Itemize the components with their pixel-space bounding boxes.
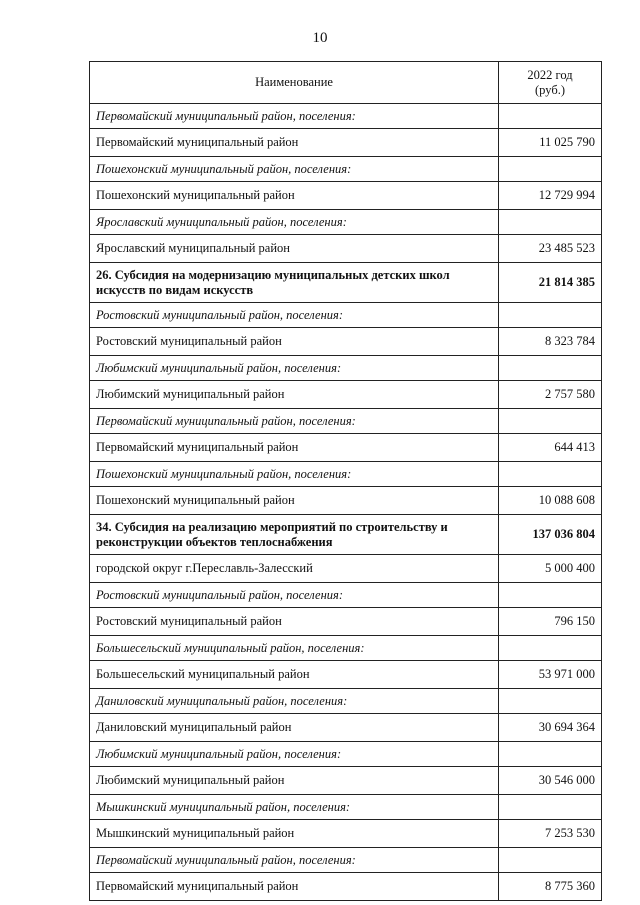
row-amount: 12 729 994 [499, 182, 602, 210]
row-name: Первомайский муниципальный район, поселения: [90, 409, 499, 434]
budget-table [89, 61, 602, 901]
table-row [90, 356, 602, 381]
table-row [90, 129, 602, 157]
row-amount [499, 689, 602, 714]
row-amount [499, 848, 602, 873]
table-row [90, 873, 602, 901]
table-row [90, 583, 602, 608]
row-name: городской округ г.Переславль-Залесский [90, 555, 499, 583]
row-amount [499, 104, 602, 129]
table-row [90, 235, 602, 263]
row-name: Большесельский муниципальный район, поселения: [90, 636, 499, 661]
row-amount: 23 485 523 [499, 235, 602, 263]
header-amount-unit: (руб.) [535, 82, 565, 97]
table-row [90, 555, 602, 583]
row-amount: 137 036 804 [499, 515, 602, 555]
table-row [90, 462, 602, 487]
row-amount: 10 088 608 [499, 487, 602, 515]
row-name: Первомайский муниципальный район [90, 129, 499, 157]
row-amount: 2 757 580 [499, 381, 602, 409]
row-name: Любимский муниципальный район, поселения: [90, 742, 499, 767]
table-body [90, 104, 602, 901]
row-name: Первомайский муниципальный район [90, 434, 499, 462]
table-row [90, 767, 602, 795]
table-row [90, 303, 602, 328]
row-amount: 7 253 530 [499, 820, 602, 848]
row-amount: 30 546 000 [499, 767, 602, 795]
row-amount [499, 356, 602, 381]
row-amount [499, 409, 602, 434]
row-name: Пошехонский муниципальный район [90, 487, 499, 515]
table-row [90, 742, 602, 767]
table-row [90, 714, 602, 742]
row-amount [499, 583, 602, 608]
table-row [90, 608, 602, 636]
table-row [90, 820, 602, 848]
table-row [90, 104, 602, 129]
row-name: Ростовский муниципальный район, поселения: [90, 303, 499, 328]
table-row [90, 487, 602, 515]
row-amount [499, 742, 602, 767]
row-name: Даниловский муниципальный район, поселения: [90, 689, 499, 714]
row-name: Любимский муниципальный район [90, 381, 499, 409]
table-row [90, 381, 602, 409]
row-amount [499, 157, 602, 182]
header-amount [499, 62, 602, 104]
row-amount: 11 025 790 [499, 129, 602, 157]
row-amount [499, 303, 602, 328]
row-amount: 644 413 [499, 434, 602, 462]
row-name: Любимский муниципальный район, поселения: [90, 356, 499, 381]
row-amount [499, 795, 602, 820]
table-row [90, 636, 602, 661]
table-row [90, 795, 602, 820]
table-row [90, 210, 602, 235]
table-row [90, 434, 602, 462]
row-name: Мышкинский муниципальный район [90, 820, 499, 848]
row-amount [499, 636, 602, 661]
header-amount-year: 2022 год [527, 67, 573, 82]
row-name: Первомайский муниципальный район, поселения: [90, 104, 499, 129]
header-name: Наименование [90, 62, 499, 104]
row-name: Ярославский муниципальный район [90, 235, 499, 263]
table-header-row [90, 62, 602, 104]
row-name: Ростовский муниципальный район, поселения: [90, 583, 499, 608]
row-amount: 5 000 400 [499, 555, 602, 583]
row-name: Мышкинский муниципальный район, поселения: [90, 795, 499, 820]
row-amount: 8 323 784 [499, 328, 602, 356]
row-amount: 53 971 000 [499, 661, 602, 689]
table-row [90, 328, 602, 356]
row-name: Пошехонский муниципальный район, поселения: [90, 157, 499, 182]
page-number: 10 [312, 30, 328, 46]
row-name: Даниловский муниципальный район [90, 714, 499, 742]
row-name: Ярославский муниципальный район, поселения: [90, 210, 499, 235]
row-name: Пошехонский муниципальный район, поселения: [90, 462, 499, 487]
row-amount: 796 150 [499, 608, 602, 636]
row-amount: 8 775 360 [499, 873, 602, 901]
row-name: 34. Субсидия на реализацию мероприятий по строительству и реконструкции объектов теплоснабжения [90, 515, 499, 555]
row-amount: 21 814 385 [499, 263, 602, 303]
row-amount [499, 210, 602, 235]
table-row [90, 157, 602, 182]
table-row [90, 182, 602, 210]
row-name: 26. Субсидия на модернизацию муниципальных детских школ искусств по видам искусств [90, 263, 499, 303]
table-row [90, 661, 602, 689]
row-amount: 30 694 364 [499, 714, 602, 742]
table-row [90, 409, 602, 434]
table-row [90, 515, 602, 555]
row-name: Любимский муниципальный район [90, 767, 499, 795]
row-name: Ростовский муниципальный район [90, 608, 499, 636]
row-name: Первомайский муниципальный район, поселения: [90, 848, 499, 873]
row-name: Большесельский муниципальный район [90, 661, 499, 689]
table-row [90, 689, 602, 714]
table-row [90, 848, 602, 873]
row-name: Первомайский муниципальный район [90, 873, 499, 901]
row-name: Пошехонский муниципальный район [90, 182, 499, 210]
table-row [90, 263, 602, 303]
row-name: Ростовский муниципальный район [90, 328, 499, 356]
row-amount [499, 462, 602, 487]
